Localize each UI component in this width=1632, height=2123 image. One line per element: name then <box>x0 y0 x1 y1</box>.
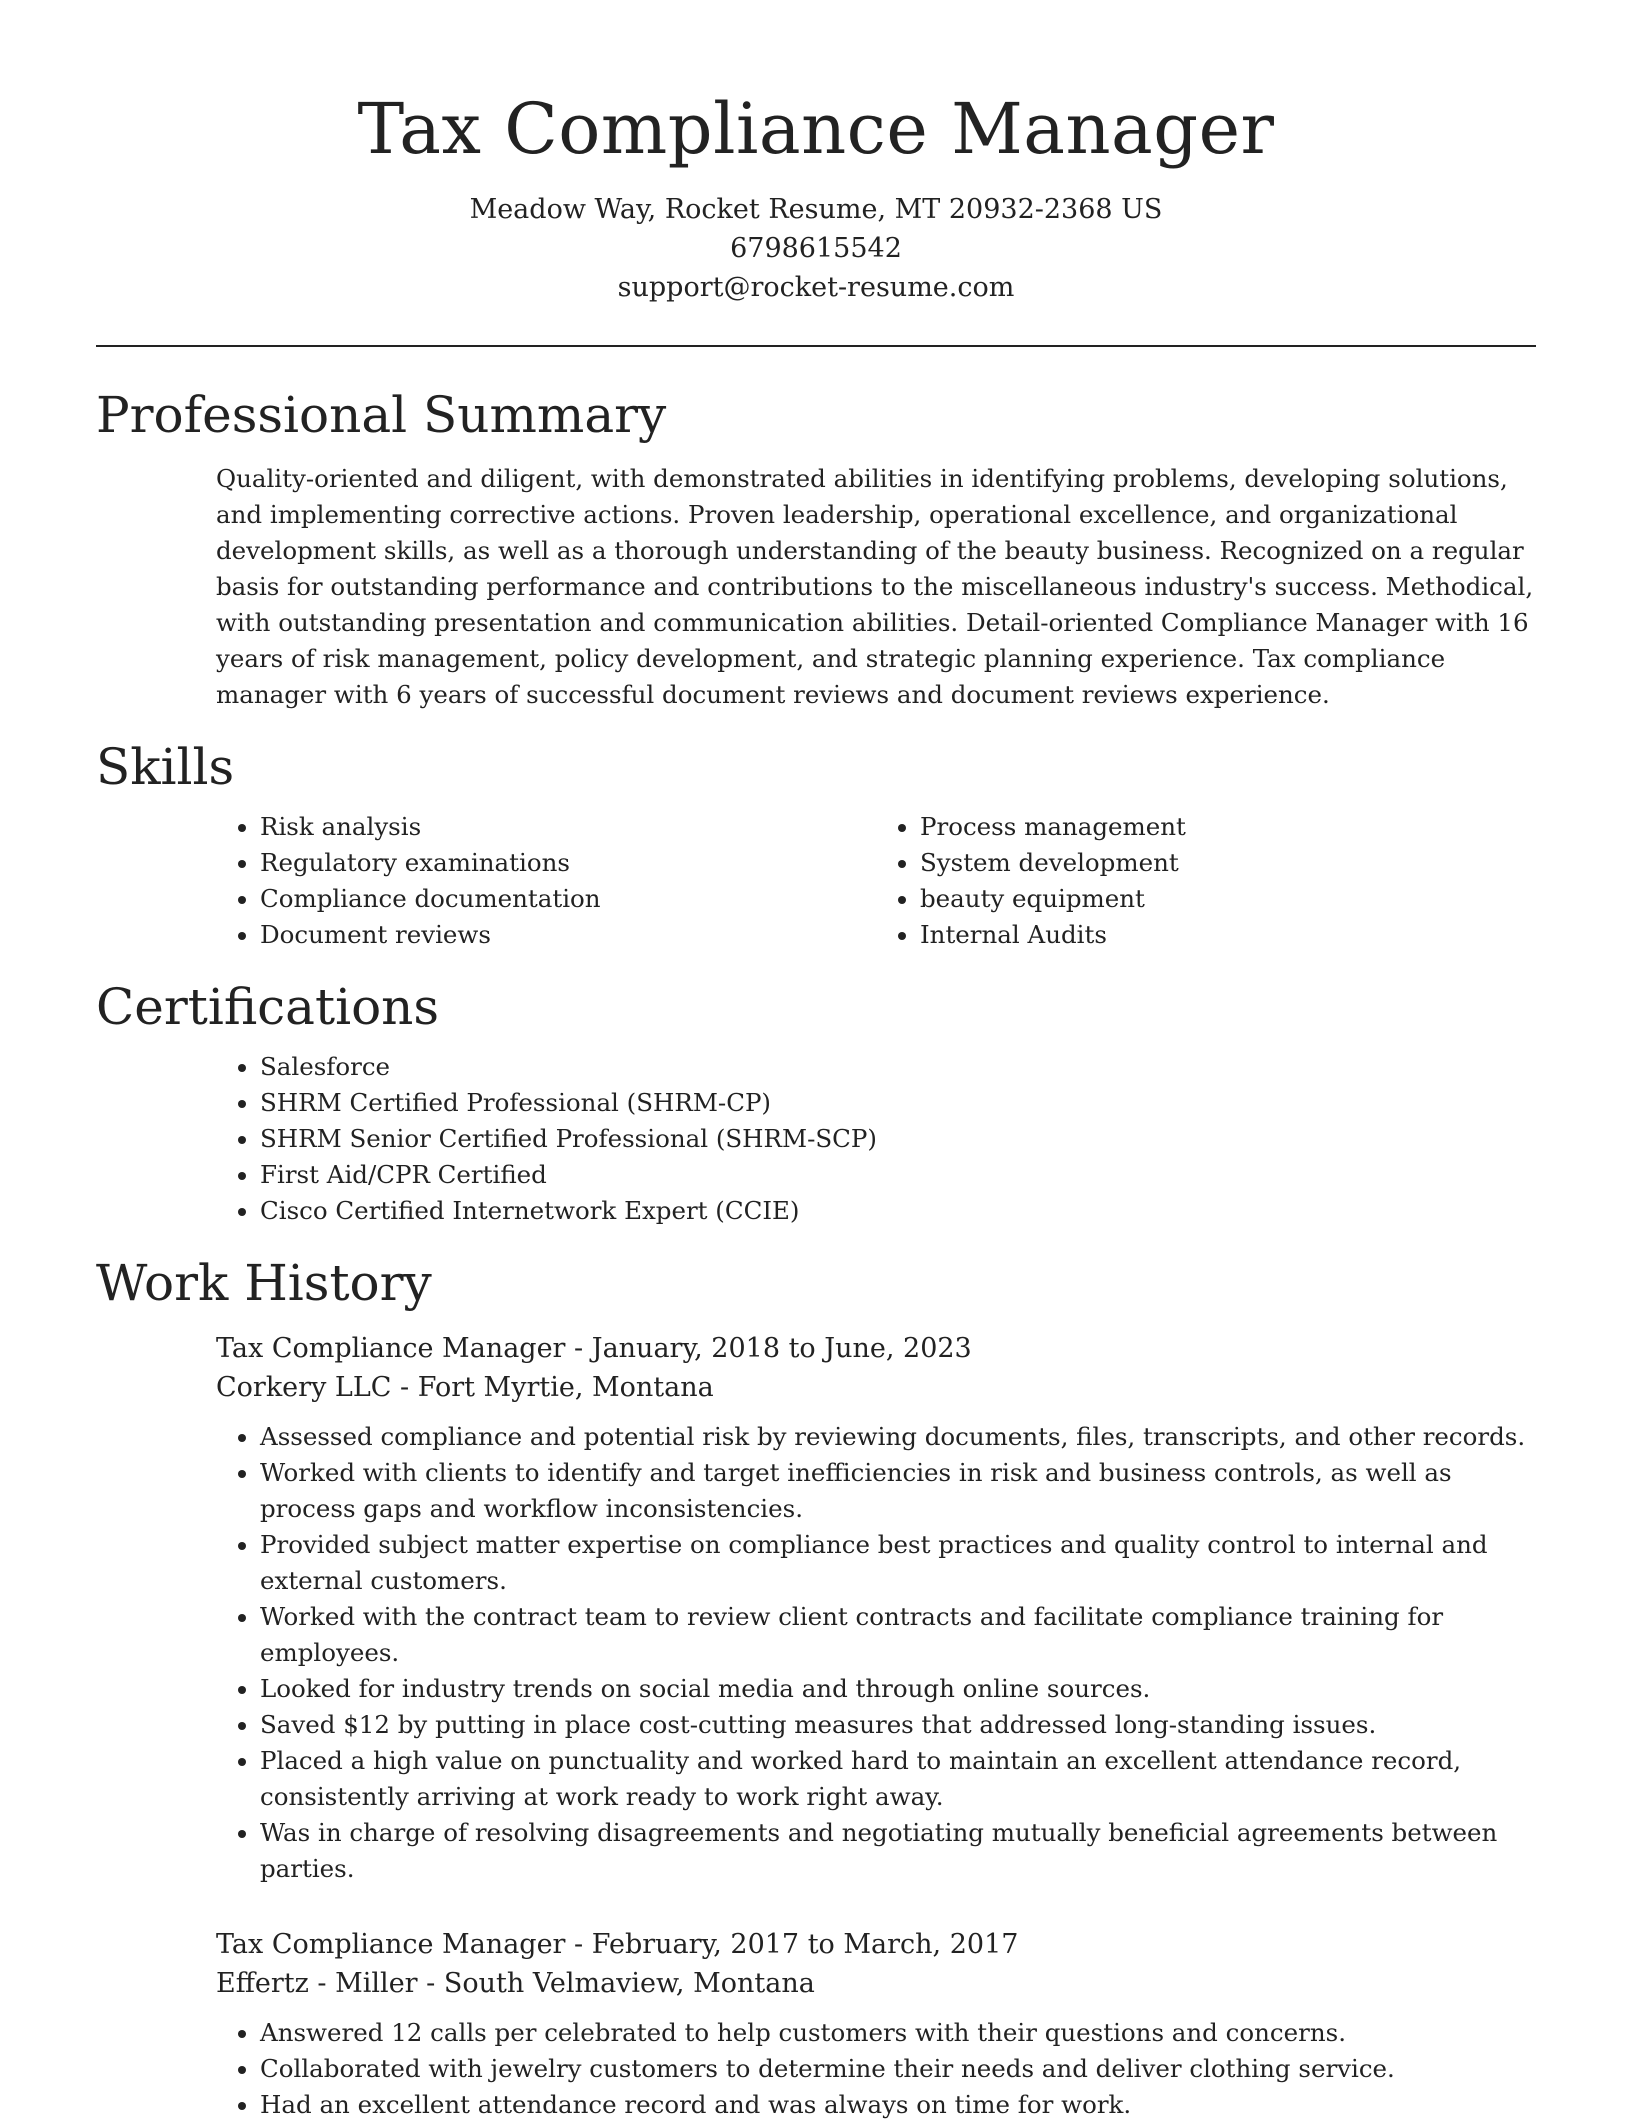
summary-section <box>0 383 1632 713</box>
phone-number: 6798615542 <box>730 233 902 264</box>
candidate-name: Tax Compliance Manager <box>357 88 1275 170</box>
skills-columns <box>216 809 1536 953</box>
certifications-list-wrap <box>216 1049 1536 1229</box>
job-entry <box>216 1925 1536 2123</box>
email-address: support@rocket-resume.com <box>617 272 1015 303</box>
certification-item: • Salesforce <box>260 1049 1536 1085</box>
job-bullet: • Looked for industry trends on social media and through online sources. <box>260 1671 1536 1707</box>
skill-item: • Risk analysis <box>260 809 876 845</box>
job-company-line: Effertz - Miller - South Velmaview, Montana <box>216 1968 815 1999</box>
section-title-summary: Professional Summary <box>96 386 667 444</box>
job-bullet: • Placed a high value on punctuality and worked hard to maintain an excellent attendance record, consistently arriving at work ready to work right away. <box>260 1743 1536 1815</box>
certification-item: • Cisco Certified Internetwork Expert (CCIE) <box>260 1193 1536 1229</box>
job-title-line: Tax Compliance Manager - February, 2017 to March, 2017 <box>216 1929 1019 1960</box>
section-title-certifications: Certifications <box>96 978 440 1036</box>
section-title-skills: Skills <box>96 738 235 796</box>
resume-header <box>0 0 1632 307</box>
skill-item: • beauty equipment <box>920 881 1536 917</box>
certification-item: • First Aid/CPR Certified <box>260 1157 1536 1193</box>
section-title-work-history: Work History <box>96 1254 432 1312</box>
address: Meadow Way, Rocket Resume, MT 20932-2368 US <box>469 194 1163 225</box>
job-bullet: • Answered 12 calls per celebrated to help customers with their questions and concerns. <box>260 2015 1536 2051</box>
job-bullet: • Worked with clients to identify and target inefficiencies in risk and business controls, as well as process gaps and workflow inconsistencies. <box>260 1455 1536 1527</box>
job-company-line: Corkery LLC - Fort Myrtie, Montana <box>216 1372 714 1403</box>
certifications-list <box>216 1049 1536 1229</box>
skill-item: • Regulatory examinations <box>260 845 876 881</box>
skills-list-left <box>216 809 876 953</box>
job-bullet: • Had an excellent attendance record and was always on time for work. <box>260 2087 1536 2123</box>
job-bullet: • Was in charge of resolving disagreements and negotiating mutually beneficial agreements between parties. <box>260 1815 1536 1887</box>
job-bullet: • Saved $12 by putting in place cost-cutting measures that addressed long-standing issues. <box>260 1707 1536 1743</box>
certification-item: • SHRM Senior Certified Professional (SHRM-SCP) <box>260 1121 1536 1157</box>
skill-item: • Internal Audits <box>920 917 1536 953</box>
skill-item: • Document reviews <box>260 917 876 953</box>
certification-item: • SHRM Certified Professional (SHRM-CP) <box>260 1085 1536 1121</box>
job-title-line: Tax Compliance Manager - January, 2018 to June, 2023 <box>216 1333 972 1364</box>
skill-item: • Process management <box>920 809 1536 845</box>
certifications-section <box>0 975 1632 1229</box>
job-bullet: • Assessed compliance and potential risk by reviewing documents, files, transcripts, and other records. <box>260 1419 1536 1455</box>
summary-text: Quality-oriented and diligent, with demonstrated abilities in identifying problems, developing solutions, and implementing corrective actions. Proven leadership, operational excellence, and organizational development skills, as well as a thorough understanding of the beauty business. Recognized on a regular basis for outstanding performance and contributions to the miscellaneous industry's success. Methodical, with outstanding presentation and communication abilities. Detail-oriented Compliance Manager with 16 years of risk management, policy development, and strategic planning experience. Tax compliance manager with 6 years of successful document reviews and document reviews experience. <box>216 464 1534 709</box>
skills-section <box>0 735 1632 953</box>
skills-list-right <box>876 809 1536 953</box>
work-history-entries <box>216 1329 1536 2123</box>
work-history-section <box>0 1251 1632 2123</box>
header-divider <box>96 345 1536 347</box>
skill-item: • Compliance documentation <box>260 881 876 917</box>
skill-item: • System development <box>920 845 1536 881</box>
job-bullets <box>216 1419 1536 1887</box>
job-bullet: • Provided subject matter expertise on compliance best practices and quality control to internal and external customers. <box>260 1527 1536 1599</box>
job-bullet: • Worked with the contract team to review client contracts and facilitate compliance training for employees. <box>260 1599 1536 1671</box>
contact-info <box>0 190 1632 307</box>
job-entry <box>216 1329 1536 1887</box>
job-bullets <box>216 2015 1536 2123</box>
job-bullet: • Collaborated with jewelry customers to determine their needs and deliver clothing service. <box>260 2051 1536 2087</box>
